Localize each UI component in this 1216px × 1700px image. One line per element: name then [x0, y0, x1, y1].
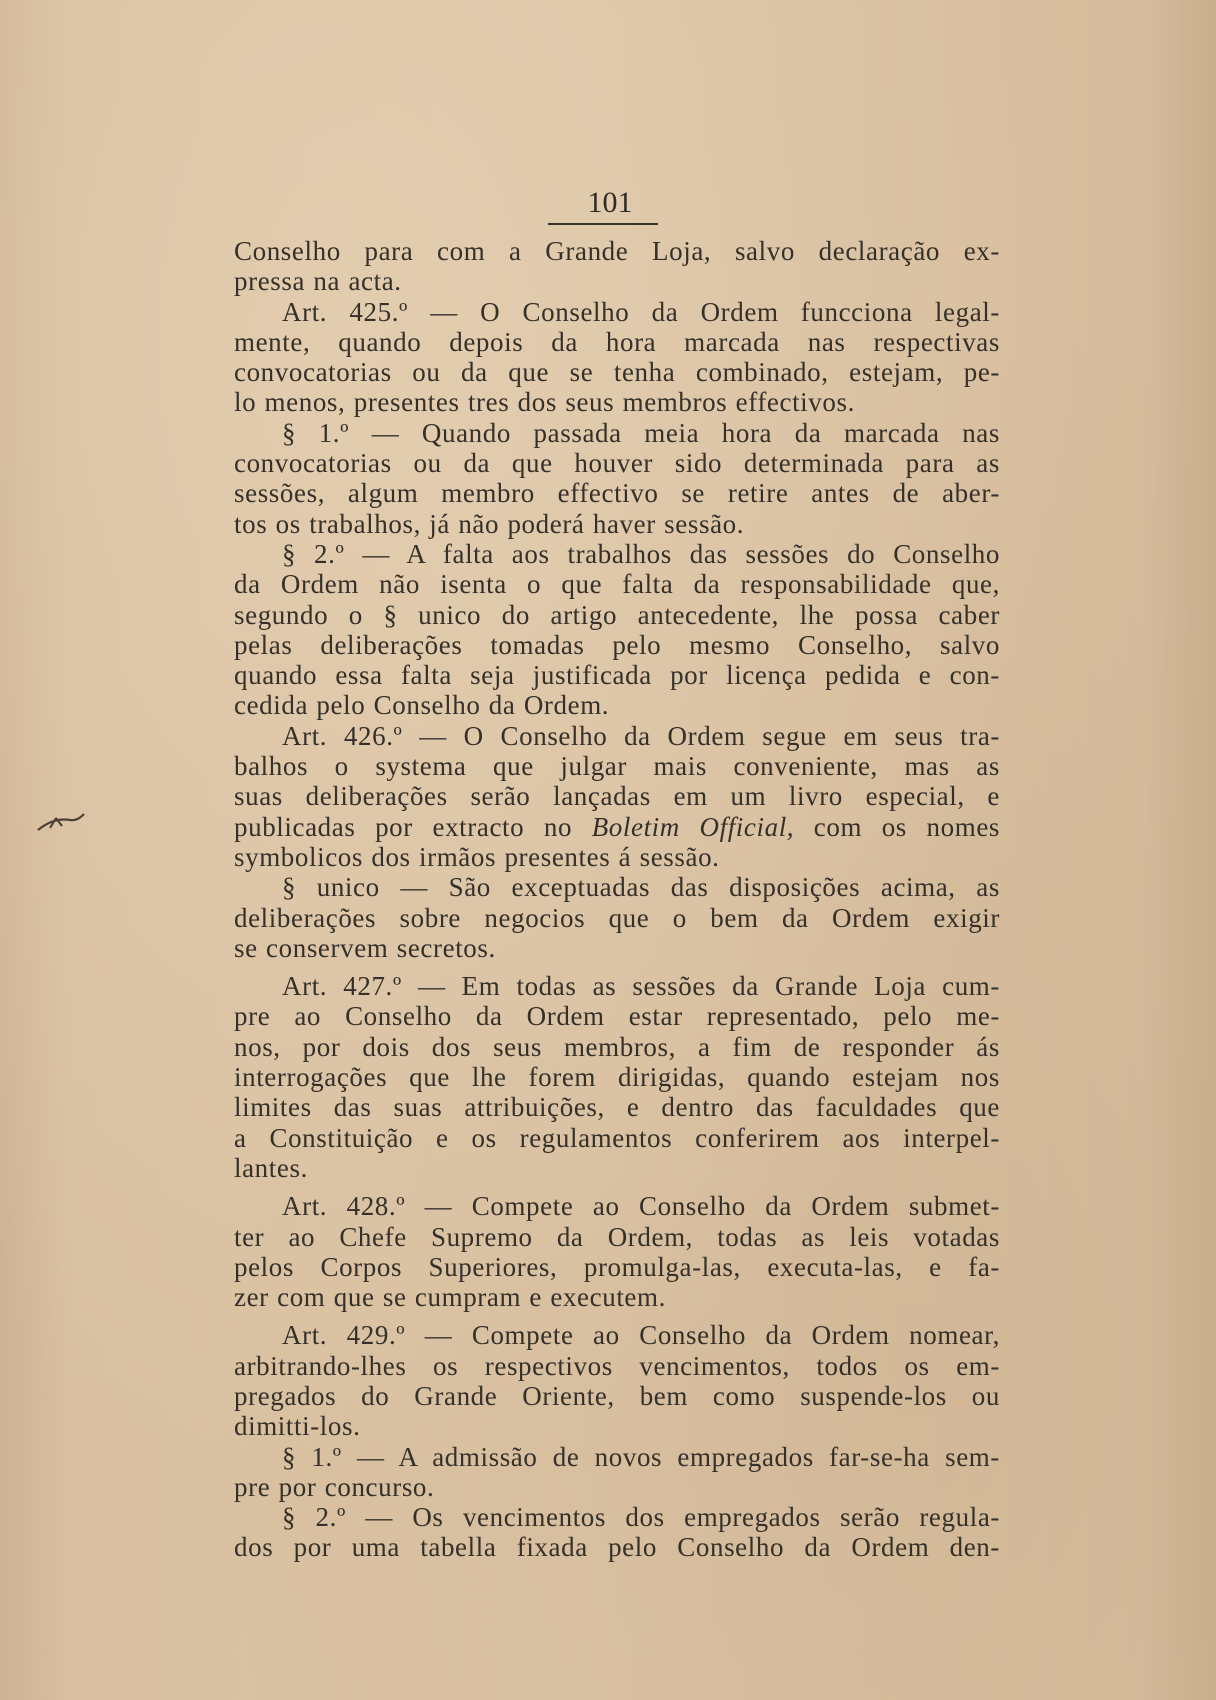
text-line: dos por uma tabella fixada pelo Conselho da Ordem den-: [234, 1532, 1000, 1563]
text-segment: publicadas por extracto no: [234, 811, 573, 842]
text-line: nos, por dois dos seus membros, a fim de responder ás: [234, 1031, 1000, 1062]
article-426: Art. 426.º — O Conselho da Ordem segue em seus tra-: [282, 720, 1000, 751]
text-line: pre por concurso.: [234, 1471, 435, 1502]
text-line: interrogações que lhe forem dirigidas, quando estejam nos: [234, 1062, 1000, 1093]
text-line: mente, quando depois da hora marcada nas respectivas: [234, 326, 1000, 357]
text-line: limites das suas attribuições, e dentro das faculdades que: [234, 1092, 1000, 1123]
text-line: pre ao Conselho da Ordem estar representado, pelo me-: [234, 1001, 1000, 1032]
text-line: ter ao Chefe Supremo da Ordem, todas as leis votadas: [234, 1221, 1000, 1252]
text-line: balhos o systema que julgar mais conveniente, mas as: [234, 751, 1000, 782]
text-line: cedida pelo Conselho da Ordem.: [234, 690, 610, 721]
text-line-with-italic: [234, 812, 1000, 842]
page-number: 101: [587, 186, 633, 219]
text-line: pelas deliberações tomadas pelo mesmo Conselho, salvo: [234, 629, 1000, 660]
text-line: segundo o § unico do artigo antecedente, lhe possa caber: [234, 599, 1000, 630]
text-line: dimitti-los.: [234, 1411, 361, 1442]
text-line: symbolicos dos irmãos presentes á sessão.: [234, 841, 720, 872]
text-line: se conservem secretos.: [234, 932, 496, 963]
paragraph-1: § 1.º — A admissão de novos empregados far-se-ha sem-: [282, 1441, 1000, 1472]
paragraph-unico: § unico — São exceptuadas das disposições acima, as: [282, 872, 1000, 903]
text-line: sessões, algum membro effectivo se retire antes de aber-: [234, 478, 1000, 509]
paragraph-1: § 1.º — Quando passada meia hora da marcada nas: [282, 417, 1000, 448]
text-line: quando essa falta seja justificada por licença pedida e con-: [234, 660, 1000, 691]
text-line: convocatorias ou da que houver sido determinada para as: [234, 448, 1000, 479]
text-line: lantes.: [234, 1152, 308, 1183]
body-text: [234, 236, 1000, 1563]
text-line: Conselho para com a Grande Loja, salvo declaração ex-: [234, 236, 1000, 266]
paragraph-2: § 2.º — A falta aos trabalhos das sessões do Conselho: [282, 538, 1000, 569]
text-segment: com os nomes: [813, 811, 1001, 842]
article-429: Art. 429.º — Compete ao Conselho da Ordem nomear,: [282, 1320, 1000, 1351]
text-line: pelos Corpos Superiores, promulga-las, executa-las, e fa-: [234, 1251, 1000, 1282]
article-428: Art. 428.º — Compete ao Conselho da Ordem submet-: [282, 1191, 1000, 1222]
text-line: arbitrando-lhes os respectivos vencimentos, todos os em-: [234, 1350, 1000, 1381]
text-line: a Constituição e os regulamentos conferirem aos interpel-: [234, 1122, 1000, 1153]
article-427: Art. 427.º — Em todas as sessões da Grande Loja cum-: [282, 971, 1000, 1002]
text-line: convocatorias ou da que se tenha combinado, estejam, pe-: [234, 357, 1000, 388]
italic-title: Boletim Official,: [591, 811, 795, 842]
text-line: tos os trabalhos, já não poderá haver sessão.: [234, 508, 745, 539]
text-line: da Ordem não isenta o que falta da responsabilidade que,: [234, 569, 1000, 600]
text-line: suas deliberações serão lançadas em um livro especial, e: [234, 781, 1000, 812]
text-line: lo menos, presentes tres dos seus membros effectivos.: [234, 387, 855, 418]
page-number-rule: [548, 223, 658, 225]
article-425: Art. 425.º — O Conselho da Ordem funcciona legal-: [282, 296, 1000, 327]
text-line: pregados do Grande Oriente, bem como suspende-los ou: [234, 1380, 1000, 1411]
margin-mark-icon: [36, 808, 86, 838]
text-line: deliberações sobre negocios que o bem da Ordem exigir: [234, 902, 1000, 933]
text-line: pressa na acta.: [234, 266, 402, 297]
paragraph-2: § 2.º — Os vencimentos dos empregados serão regula-: [282, 1502, 1000, 1533]
text-line: zer com que se cumpram e executem.: [234, 1282, 666, 1313]
